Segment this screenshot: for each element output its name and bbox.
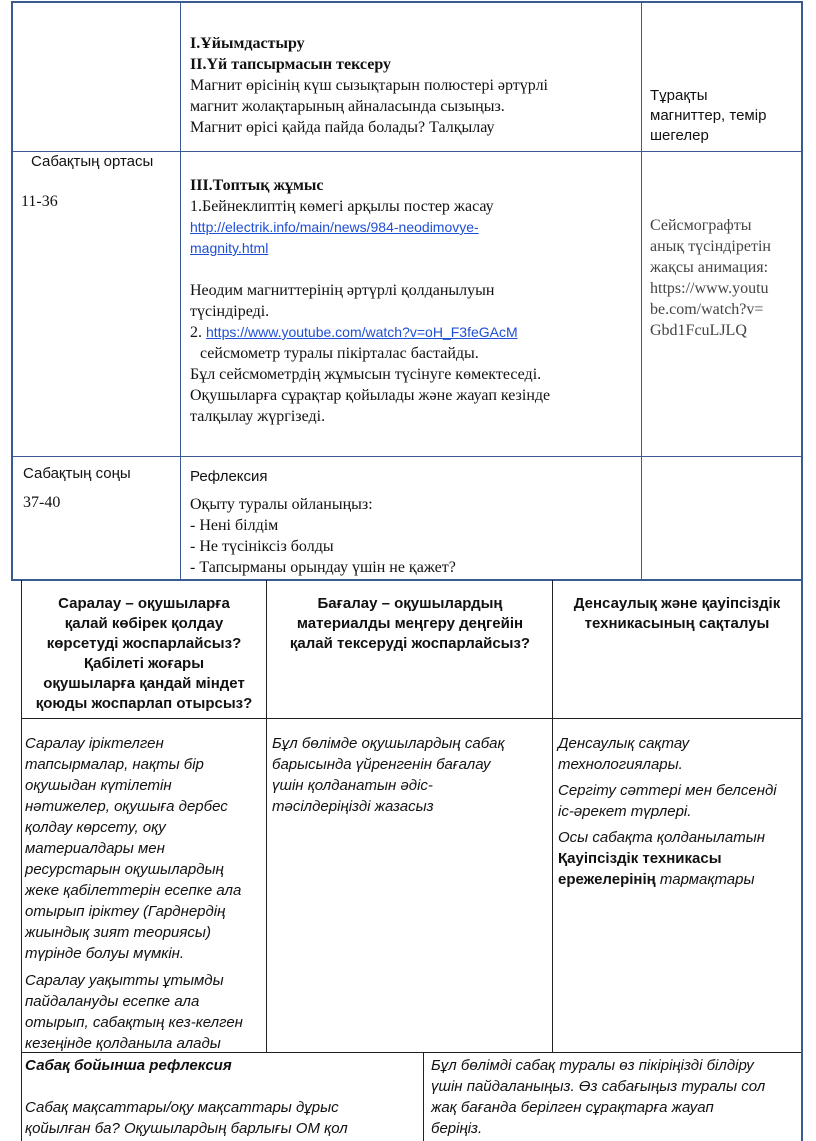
stage-label: Сабақтың соңы	[23, 465, 131, 482]
notes-col-divider-1	[266, 718, 267, 1052]
table-right-border	[801, 1, 803, 1141]
note-line: Саралау уақытты ұтымды	[25, 972, 224, 989]
header-assessment	[269, 594, 551, 654]
row-divider-2	[11, 456, 803, 457]
note-line: отырып іріктеу (Гарднердің	[25, 903, 226, 920]
youtube-link[interactable]: https://www.youtube.com/watch?v=oH_F3feGAcM	[206, 324, 518, 340]
resource-line: Тұрақты	[650, 87, 708, 104]
stage-minutes: 37-40	[23, 494, 61, 511]
row2-resource	[650, 215, 800, 341]
col-divider-1	[180, 1, 181, 579]
note-line: тармақтары	[655, 871, 755, 888]
electrik-link[interactable]: http://electrik.info/main/news/984-neodimovye-	[190, 219, 479, 235]
reflection-col-divider	[423, 1052, 424, 1141]
row3-content	[190, 467, 640, 578]
note-line: Саралау іріктелген	[25, 735, 164, 752]
note-line: кезеңінде қолданыла алады	[25, 1035, 221, 1052]
desc2d: талқылау жүргізеді.	[190, 408, 326, 425]
header-health-safety	[555, 594, 799, 634]
header-line: Денсаулық және қауіпсіздік	[573, 595, 781, 612]
note-line: қолдау көрсету, оқу	[25, 819, 166, 836]
note-line: жиындық зият теориясы)	[25, 924, 211, 941]
note-line: технологиялары.	[558, 756, 683, 773]
note-line: ресурстарын оқушылардың	[25, 861, 224, 878]
col-divider-2	[641, 1, 642, 579]
header-line: көрсетуді жоспарлайсыз?	[46, 635, 242, 652]
note-line: оқушыдан күтілетін	[25, 777, 172, 794]
reflection-line: Сабақ мақсаттары/оқу мақсаттары дұрыс	[25, 1099, 339, 1116]
electrik-link-cont[interactable]: magnity.html	[190, 240, 269, 256]
reflection-title: Сабақ бойынша рефлексия	[25, 1057, 232, 1074]
note-line: нәтижелер, оқушыға дербес	[25, 798, 228, 815]
assessment-notes	[272, 733, 550, 817]
reflection-line: жақ бағанда берілген сұрақтарға жауап	[431, 1099, 714, 1116]
header-col-divider-1	[266, 580, 267, 718]
row2-content	[190, 175, 640, 427]
note-line: Денсаулық сақтау	[558, 735, 690, 752]
lesson-plan-page	[11, 0, 803, 1141]
stage-minutes: 11-36	[21, 193, 58, 210]
resource-line: шегелер	[650, 127, 709, 144]
health-safety-notes	[558, 733, 798, 890]
note-line: барысында үйренгенін бағалау	[272, 756, 491, 773]
note-line: тәсілдеріңізді жазасыз	[272, 798, 434, 815]
note-line: материалдары мен	[25, 840, 165, 857]
resource-line: Сейсмографты	[650, 217, 752, 234]
desc1b: түсіндіреді.	[190, 303, 270, 320]
note-line: түрінде болуы мүмкін.	[25, 945, 185, 962]
header-line: қалай тексеруді жоспарлайсыз?	[289, 635, 531, 652]
note-line: Осы сабақта қолданылатын	[558, 829, 765, 846]
row1-content	[190, 33, 640, 138]
header-line: қалай көбірек қолдау	[64, 615, 224, 632]
resource-line: be.com/watch?v=	[650, 301, 764, 318]
header-differentiation	[23, 594, 265, 714]
reflection-line: қойылған ба? Оқушылардың барлығы ОМ қол	[25, 1120, 348, 1137]
note-line: отырып, сабақтың кез-келген	[25, 1014, 243, 1031]
note-line: Қауіпсіздік техникасы	[558, 850, 722, 867]
header-line: оқушыларға қандай міндет	[43, 675, 245, 692]
note-line: жеке қабілеттерін есепке ала	[25, 882, 242, 899]
row2-stage	[21, 152, 176, 212]
row3-line4: - Тапсырманы орындау үшін не қажет?	[190, 559, 456, 576]
resource-line: жақсы анимация:	[650, 259, 769, 276]
row3-line1: Оқыту туралы ойланыңыз:	[190, 496, 373, 513]
table-top-border	[11, 1, 803, 3]
header-line: Саралау – оқушыларға	[58, 595, 230, 612]
homework-heading: II.Үй тапсырмасын тексеру	[190, 56, 392, 73]
row3-line3: - Не түсініксіз болды	[190, 538, 334, 555]
desc2c: Оқушыларға сұрақтар қойылады және жауап кезінде	[190, 387, 551, 404]
note-line: үшін қолданатын әдіс-	[272, 777, 433, 794]
section-left-border	[21, 580, 22, 1141]
stage-label: Сабақтың ортасы	[31, 153, 154, 170]
row-divider-3	[11, 579, 803, 581]
note-line: Сергіту сәттері мен белсенді	[558, 782, 777, 799]
resource-line: магниттер, темір	[650, 107, 767, 124]
row1-line5: Магнит өрісі қайда пайда болады? Талқылау	[190, 119, 495, 136]
row3-stage	[23, 464, 178, 513]
reflection-line: Бұл бөлімді сабақ туралы өз пікіріңізді білдіру	[431, 1057, 754, 1074]
desc2a: сейсмометр туралы пікірталас бастайды.	[200, 345, 479, 362]
header-col-divider-2	[552, 580, 553, 718]
reflection-heading: Рефлексия	[190, 468, 268, 485]
desc2b: Бұл сейсмометрдің жұмысын түсінуге көмектеседі.	[190, 366, 542, 383]
reflection-line: үшін пайдаланыңыз. Өз сабағыңыз туралы сол	[431, 1078, 766, 1095]
note-line: Бұл бөлімде оқушылардың сабақ	[272, 735, 505, 752]
header-line: техникасының сақталуы	[584, 615, 770, 632]
differentiation-notes	[25, 733, 265, 1054]
organization-heading: I.Ұйымдастыру	[190, 35, 305, 52]
row1-line4: магнит жолақтарының айналасында сызыңыз.	[190, 98, 505, 115]
reflection-line: беріңіз.	[431, 1120, 483, 1137]
desc1a: Неодим магниттерінің әртүрлі қолданылуын	[190, 282, 495, 299]
note-line: тапсырмалар, нақты бір	[25, 756, 204, 773]
note-line: пайдалануды есепке ала	[25, 993, 200, 1010]
task2-number: 2.	[190, 324, 206, 341]
reflection-right	[431, 1055, 799, 1139]
reflection-left	[25, 1055, 420, 1139]
header-bottom-border	[21, 718, 801, 719]
notes-col-divider-2	[552, 718, 553, 1052]
task1: 1.Бейнеклиптің көмегі арқылы постер жасау	[190, 198, 494, 215]
header-line: Қабілеті жоғары	[83, 655, 205, 672]
header-line: Бағалау – оқушылардың	[317, 595, 503, 612]
resource-line: Gbd1FcuLJLQ	[650, 322, 747, 339]
row1-resource	[650, 86, 800, 146]
table-left-border	[11, 1, 13, 579]
row1-line3: Магнит өрісінің күш сызықтарын полюстері әртүрлі	[190, 77, 548, 94]
note-line: іс-әрекет түрлері.	[558, 803, 692, 820]
resource-line: https://www.youtu	[650, 280, 769, 297]
resource-line: анық түсіндіретін	[650, 238, 771, 255]
note-line: ережелерінің	[558, 871, 656, 888]
header-line: материалды меңгеру деңгейін	[296, 615, 524, 632]
group-work-heading: III.Топтық жұмыс	[190, 177, 324, 194]
row3-line2: - Нені білдім	[190, 517, 279, 534]
header-line: қоюды жоспарлап отырсыз?	[35, 695, 253, 712]
